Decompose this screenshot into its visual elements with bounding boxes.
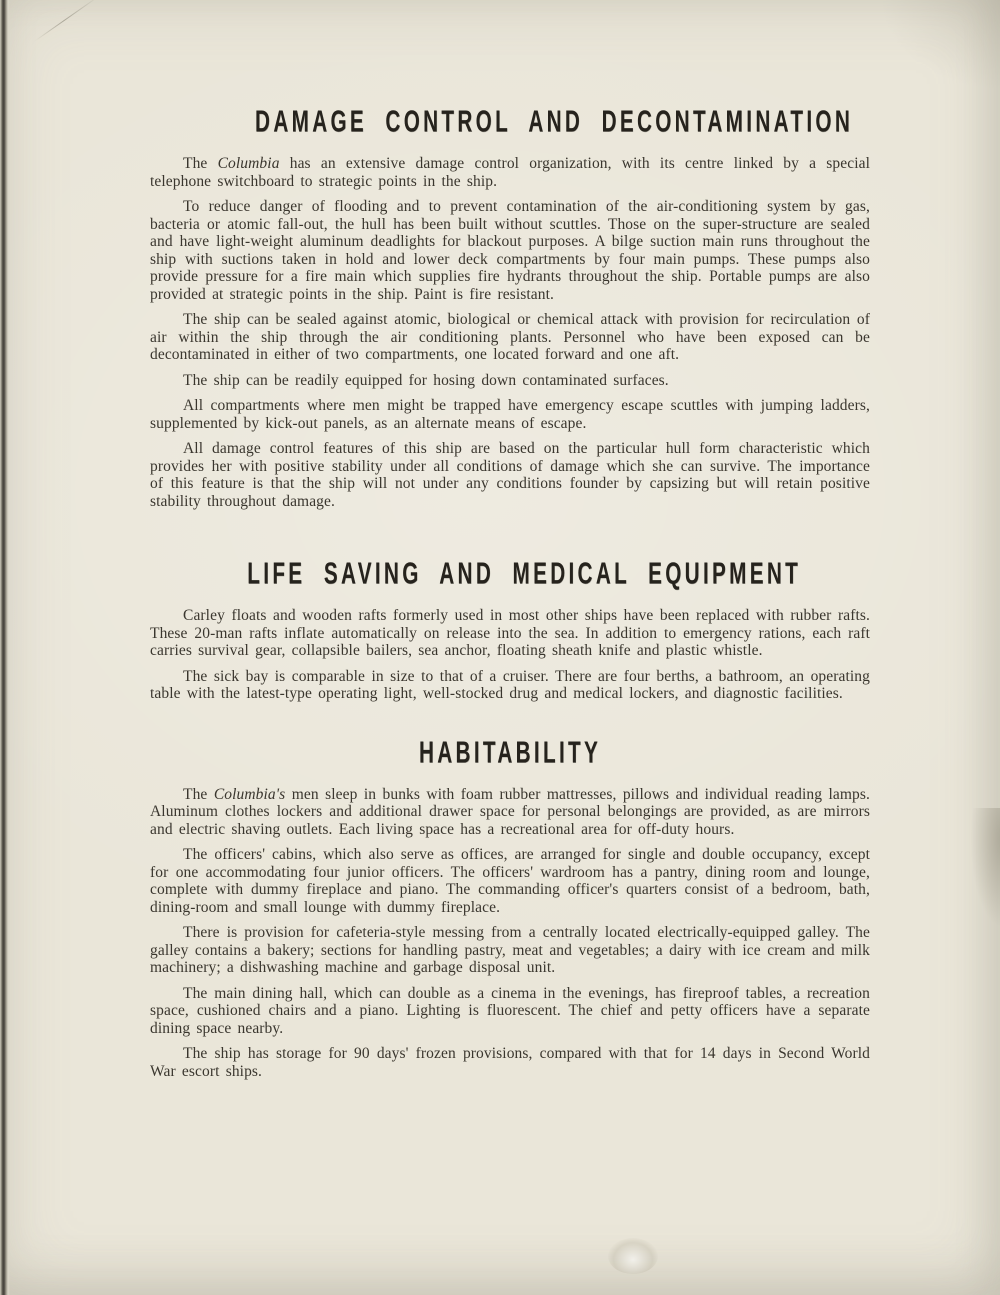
paragraph: All compartments where men might be trapped have emergency escape scuttles with jumping ladders, supplemented by kick-out panels, as an alternate means of escape. bbox=[150, 397, 870, 432]
scan-curl-shadow bbox=[970, 808, 1000, 928]
section-body-damage-control bbox=[150, 155, 870, 510]
section-heading-text: LIFE SAVING AND MEDICAL EQUIPMENT bbox=[247, 556, 802, 591]
italic-text: Columbia's bbox=[213, 785, 286, 803]
paragraph: The main dining hall, which can double as a cinema in the evenings, has fireproof tables, a recreation space, cushioned chairs and a piano. Lighting is fluorescent. The chief and petty officers have a separate dining space nearby. bbox=[150, 984, 870, 1037]
italic-text: Columbia bbox=[217, 155, 280, 172]
section-heading-life-saving bbox=[150, 556, 870, 590]
section-heading-damage-control bbox=[150, 104, 870, 138]
paragraph: Carley floats and wooden rafts formerly used in most other ships have been replaced with rubber rafts. These 20-man rafts inflate automatically on release into the sea. In addition to emergency rations, each raft carries survival gear, collapsible bailers, sea anchor, floating sheath knife and plastic whistle. bbox=[150, 607, 870, 659]
paragraph: The officers' cabins, which also serve as offices, are arranged for single and double occupancy, except for one accommodating four junior officers. The officers' wardroom has a pantry, dining room and lounge, complete with dummy fireplace and piano. The commanding officer's quarters consist of a bedroom, bath, dining-room and small lounge with dummy fireplace. bbox=[150, 846, 870, 916]
section-damage-control bbox=[150, 104, 870, 510]
paragraph: All damage control features of this ship are based on the particular hull form characteristic which provides her with positive stability under all conditions of damage which she can survive. The importance of this feature is that the ship will not under any conditions founder by capsizing but will retain positive stability throughout damage. bbox=[150, 440, 870, 510]
section-life-saving bbox=[150, 556, 870, 703]
paper-dimple bbox=[608, 1238, 658, 1274]
paragraph: The sick bay is comparable in size to that of a cruiser. There are four berths, a bathroom, an operating table with the latest-type operating light, well-stocked drug and medical lockers, and diagnostic facilities. bbox=[150, 667, 870, 702]
section-habitability bbox=[150, 735, 870, 1081]
page-content bbox=[150, 0, 870, 1080]
paragraph: The Columbia's men sleep in bunks with foam rubber mattresses, pillows and individual reading lamps. Aluminum clothes lockers and additional drawer space for personal belongings are provided, as are mirrors and electric shaving outlets. Each living space has a recreational area for off-duty hours. bbox=[150, 785, 870, 838]
section-heading-text: HABITABILITY bbox=[418, 735, 602, 769]
section-body-life-saving bbox=[150, 607, 870, 703]
section-heading-habitability bbox=[150, 735, 870, 769]
paragraph: There is provision for cafeteria-style messing from a centrally located electrically-equipped galley. The galley contains a bakery; sections for handling pastry, meat and vegetables; a dairy with ice cream and milk machinery; a dishwashing machine and garbage disposal unit. bbox=[150, 924, 870, 976]
paragraph: The ship has storage for 90 days' frozen provisions, compared with that for 14 days in Second World War escort ships. bbox=[150, 1045, 870, 1080]
scan-corner-shadow bbox=[880, 0, 1000, 90]
scan-crease-mark bbox=[35, 0, 99, 41]
paragraph: To reduce danger of flooding and to prevent contamination of the air-conditioning system by gas, bacteria or atomic fall-out, the hull has been built without scuttles. Those on the super-structure are sealed and have light-weight aluminum deadlights for blackout purposes. A bilge suction main runs throughout the ship with suctions taken in hold and lower deck compartments by four main pumps. These pumps also provide pressure for a fire main which supplies fire hydrants throughout the ship. Portable pumps are also provided at strategic points in the ship. Paint is fire resistant. bbox=[150, 198, 870, 303]
section-heading-text: DAMAGE CONTROL AND DECONTAMINATION bbox=[255, 104, 854, 139]
paragraph: The ship can be sealed against atomic, biological or chemical attack with provision for recirculation of air within the ship through the air conditioning plants. Personnel who have been exposed can be decontaminated in either of two compartments, one located forward and one aft. bbox=[150, 311, 870, 363]
scan-left-edge bbox=[0, 0, 10, 1295]
section-body-habitability bbox=[150, 786, 870, 1081]
paragraph: The Columbia has an extensive damage control organization, with its centre linked by a special telephone switchboard to strategic points in the ship. bbox=[150, 155, 870, 190]
paragraph: The ship can be readily equipped for hosing down contaminated surfaces. bbox=[183, 371, 669, 389]
